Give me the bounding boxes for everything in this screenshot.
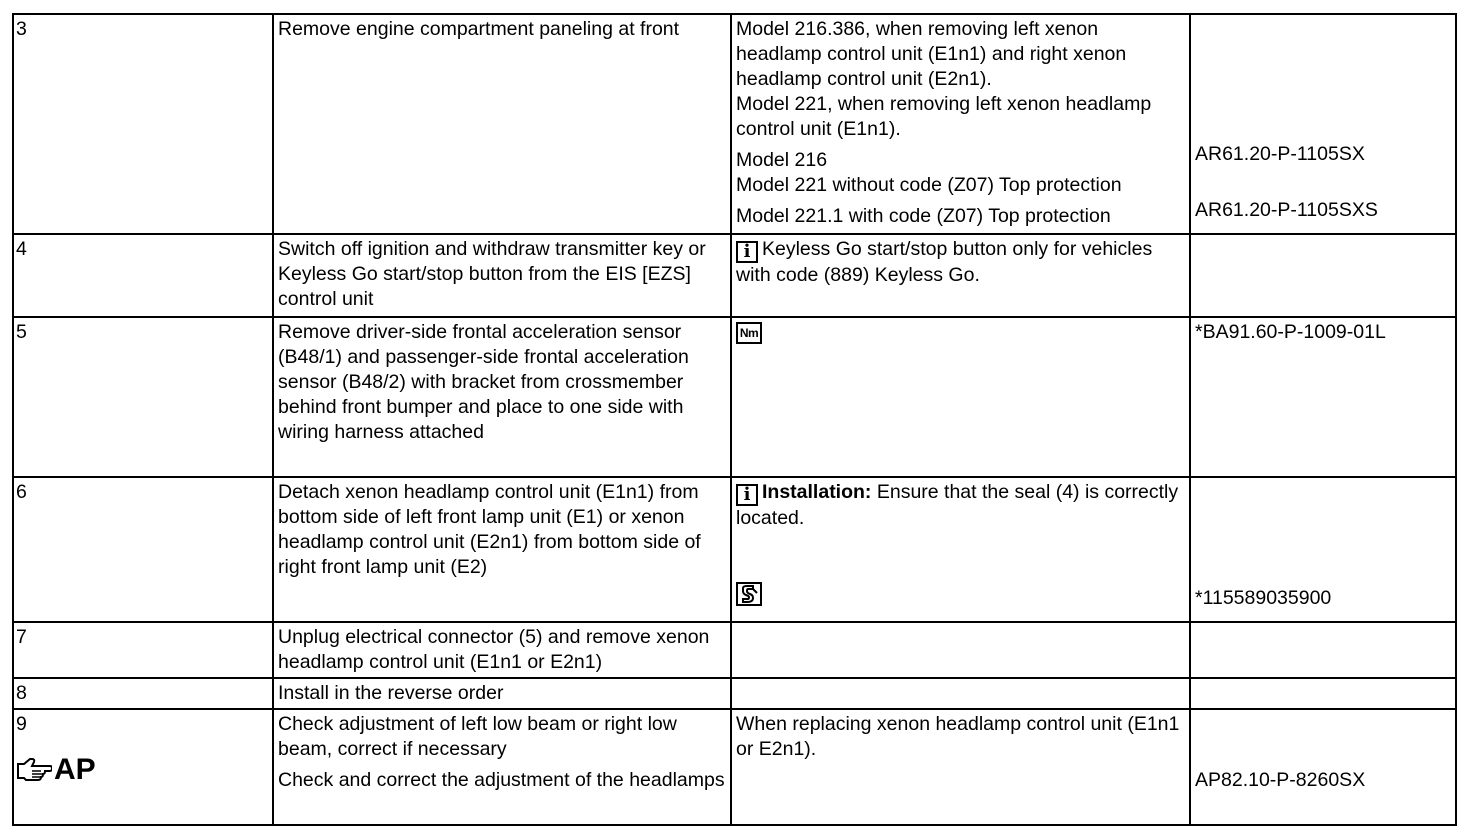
table-row	[13, 709, 1456, 825]
step-reference	[1190, 678, 1456, 709]
step-action: Switch off ignition and withdraw transmitter key or Keyless Go start/stop button from the EIS [EZS] control unit	[273, 234, 731, 317]
step-notes	[731, 477, 1190, 622]
table-row	[13, 317, 1456, 477]
step-number	[13, 709, 273, 825]
step-action: Remove engine compartment paneling at front	[273, 14, 731, 234]
step-reference	[1190, 14, 1456, 234]
note-line: Model 221.1 with code (Z07) Top protection	[736, 205, 1111, 227]
action-line: Check adjustment of left low beam or right low beam, correct if necessary	[278, 713, 677, 760]
reference-link[interactable]: *115589035900	[1195, 587, 1332, 609]
step-number: 4	[13, 234, 273, 317]
step-reference	[1190, 709, 1456, 825]
note-label: Installation:	[762, 481, 872, 503]
note-line: Model 221 without code (Z07) Top protection	[736, 174, 1122, 196]
action-line: Check and correct the adjustment of the headlamps	[278, 769, 725, 791]
step-number: 5	[13, 317, 273, 477]
step-notes	[731, 678, 1190, 709]
table-row	[13, 622, 1456, 678]
step-number: 7	[13, 622, 273, 678]
table-row	[13, 477, 1456, 622]
step-number: 6	[13, 477, 273, 622]
ap-label: AP	[54, 753, 96, 786]
special-tool-icon[interactable]	[736, 582, 762, 606]
table-row	[13, 14, 1456, 234]
step-reference	[1190, 622, 1456, 678]
procedure-table	[12, 13, 1457, 826]
reference-link[interactable]: AR61.20-P-1105SXS	[1195, 199, 1378, 221]
step-action: Unplug electrical connector (5) and remove xenon headlamp control unit (E1n1 or E2n1)	[273, 622, 731, 678]
step-notes	[731, 14, 1190, 234]
step-notes: When replacing xenon headlamp control unit (E1n1 or E2n1).	[731, 709, 1190, 825]
step-action	[273, 709, 731, 825]
step-number: 8	[13, 678, 273, 709]
step-reference	[1190, 477, 1456, 622]
step-action: Remove driver-side frontal acceleration sensor (B48/1) and passenger-side frontal acceleration sensor (B48/2) with bracket from crossmember behind front bumper and place to one side with wiring harness attached	[273, 317, 731, 477]
info-icon: i	[736, 484, 758, 506]
reference-link[interactable]: *BA91.60-P-1009-01L	[1195, 321, 1386, 343]
ap-reference-marker[interactable]	[16, 754, 96, 786]
table-row	[13, 678, 1456, 709]
step-notes	[731, 622, 1190, 678]
step-notes	[731, 234, 1190, 317]
step-reference	[1190, 234, 1456, 317]
step-action: Install in the reverse order	[273, 678, 731, 709]
note-line: Model 216	[736, 149, 828, 171]
step-number-label: 9	[16, 713, 27, 735]
step-action: Detach xenon headlamp control unit (E1n1) from bottom side of left front lamp unit (E1) or xenon headlamp control unit (E2n1) from bottom side of right front lamp unit (E2)	[273, 477, 731, 622]
table-row	[13, 234, 1456, 317]
pointing-hand-icon	[16, 758, 52, 782]
reference-link[interactable]: AR61.20-P-1105SX	[1195, 143, 1365, 165]
note-text: Keyless Go start/stop button only for vehicles with code (889) Keyless Go.	[736, 238, 1153, 286]
step-notes	[731, 317, 1190, 477]
note-text: Ensure that the seal (4) is correctly located.	[736, 481, 1179, 529]
info-icon: i	[736, 241, 758, 263]
step-number: 3	[13, 14, 273, 234]
note-line: Model 216.386, when removing left xenon headlamp control unit (E1n1) and right xenon headlamp control unit (E2n1).	[736, 18, 1127, 90]
reference-link[interactable]: AP82.10-P-8260SX	[1195, 769, 1366, 791]
step-reference	[1190, 317, 1456, 477]
torque-icon[interactable]: Nm	[736, 322, 762, 344]
note-line: Model 221, when removing left xenon headlamp control unit (E1n1).	[736, 93, 1152, 140]
